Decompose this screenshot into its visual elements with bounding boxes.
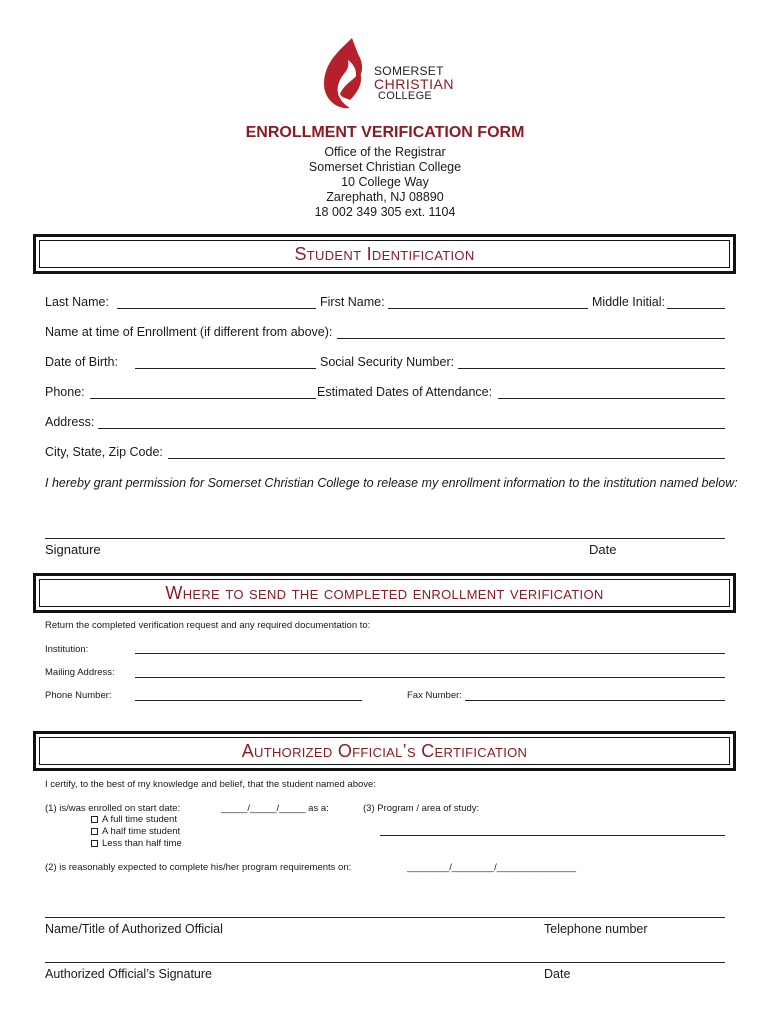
telephone-label: Telephone number	[544, 922, 648, 936]
checkbox-icon[interactable]	[91, 840, 98, 847]
program-field[interactable]	[380, 835, 725, 836]
last-name-field[interactable]	[117, 308, 316, 309]
address-field[interactable]	[98, 428, 725, 429]
mailing-address-label: Mailing Address:	[45, 667, 115, 678]
ssn-field[interactable]	[458, 368, 725, 369]
city-state-zip-label: City, State, Zip Code:	[45, 445, 163, 459]
phone-label: Phone:	[45, 385, 85, 399]
official-signature-field[interactable]	[45, 962, 725, 963]
permission-statement: I hereby grant permission for Somerset Christian College to release my enrollment information to the institution named below:	[45, 476, 738, 490]
enrolled-label: (1) is/was enrolled on start date:	[45, 803, 181, 814]
certify-statement: I certify, to the best of my knowledge and belief, that the student named above:	[45, 779, 376, 790]
middle-initial-label: Middle Initial:	[592, 295, 665, 309]
first-name-field[interactable]	[388, 308, 588, 309]
dob-field[interactable]	[135, 368, 316, 369]
city-state-zip-field[interactable]	[168, 458, 725, 459]
office-name: Office of the Registrar	[324, 145, 446, 159]
official-signature-label: Authorized Official’s Signature	[45, 967, 212, 981]
start-date-field[interactable]: _____/_____/_____ as a:	[221, 803, 329, 814]
option-label: A half time student	[102, 826, 181, 837]
institution-field[interactable]	[135, 653, 725, 654]
official-section-header	[33, 731, 736, 771]
dob-label: Date of Birth:	[45, 355, 118, 369]
middle-initial-field[interactable]	[667, 308, 725, 309]
send-section-header	[33, 573, 736, 613]
section-title: Student Identification	[294, 243, 475, 264]
send-instructions: Return the completed verification request and any required documentation to:	[45, 620, 371, 631]
checkbox-icon[interactable]	[91, 828, 98, 835]
checkbox-icon[interactable]	[91, 816, 98, 823]
fax-field[interactable]	[465, 700, 725, 701]
phone-field[interactable]	[90, 398, 316, 399]
student-section-header	[33, 234, 736, 274]
city-address: Zarephath, NJ 08890	[326, 190, 444, 204]
college-name: Somerset Christian College	[308, 160, 462, 174]
option-full-time[interactable]	[91, 814, 177, 825]
last-name-label: Last Name:	[45, 295, 109, 309]
option-label: Less than half time	[102, 838, 182, 849]
college-logo	[320, 36, 460, 112]
logo-line3: COLLEGE	[378, 90, 433, 102]
first-name-label: First Name:	[320, 295, 385, 309]
official-date-label: Date	[544, 967, 571, 981]
date-label: Date	[589, 542, 617, 557]
attendance-field[interactable]	[498, 398, 725, 399]
student-signature-field[interactable]	[45, 538, 725, 539]
institution-label: Institution:	[45, 644, 89, 655]
option-less-than-half[interactable]	[91, 838, 182, 849]
flame-icon	[320, 36, 380, 112]
logo-line2: CHRISTIAN	[374, 76, 454, 92]
send-phone-label: Phone Number:	[45, 690, 112, 701]
enrollment-name-label: Name at time of Enrollment (if different from above):	[45, 325, 333, 339]
form-title: ENROLLMENT VERIFICATION FORM	[245, 124, 525, 141]
signature-label: Signature	[45, 542, 101, 557]
expected-label: (2) is reasonably expected to complete his/her program requirements on:	[45, 862, 352, 873]
registrar-address	[0, 145, 770, 220]
attendance-label: Estimated Dates of Attendance:	[317, 385, 493, 399]
address-label: Address:	[45, 415, 95, 429]
section-title: Where to send the completed enrollment verification	[165, 582, 604, 603]
option-label: A full time student	[102, 814, 177, 825]
fax-label: Fax Number:	[407, 690, 462, 701]
ssn-label: Social Security Number:	[320, 355, 455, 369]
office-phone: 18 002 349 305 ext. 1104	[314, 205, 456, 219]
mailing-address-field[interactable]	[135, 677, 725, 678]
logo-line1: SOMERSET	[374, 64, 444, 78]
street-address: 10 College Way	[341, 175, 429, 189]
section-title: Authorized Official’s Certification	[241, 740, 528, 761]
option-half-time[interactable]	[91, 826, 180, 837]
official-name-field[interactable]	[45, 917, 725, 918]
program-label: (3) Program / area of study:	[363, 803, 480, 814]
send-phone-field[interactable]	[135, 700, 362, 701]
enrollment-name-field[interactable]	[337, 338, 725, 339]
official-name-label: Name/Title of Authorized Official	[45, 922, 223, 936]
completion-date-field[interactable]: ________/________/_______________	[407, 862, 577, 873]
